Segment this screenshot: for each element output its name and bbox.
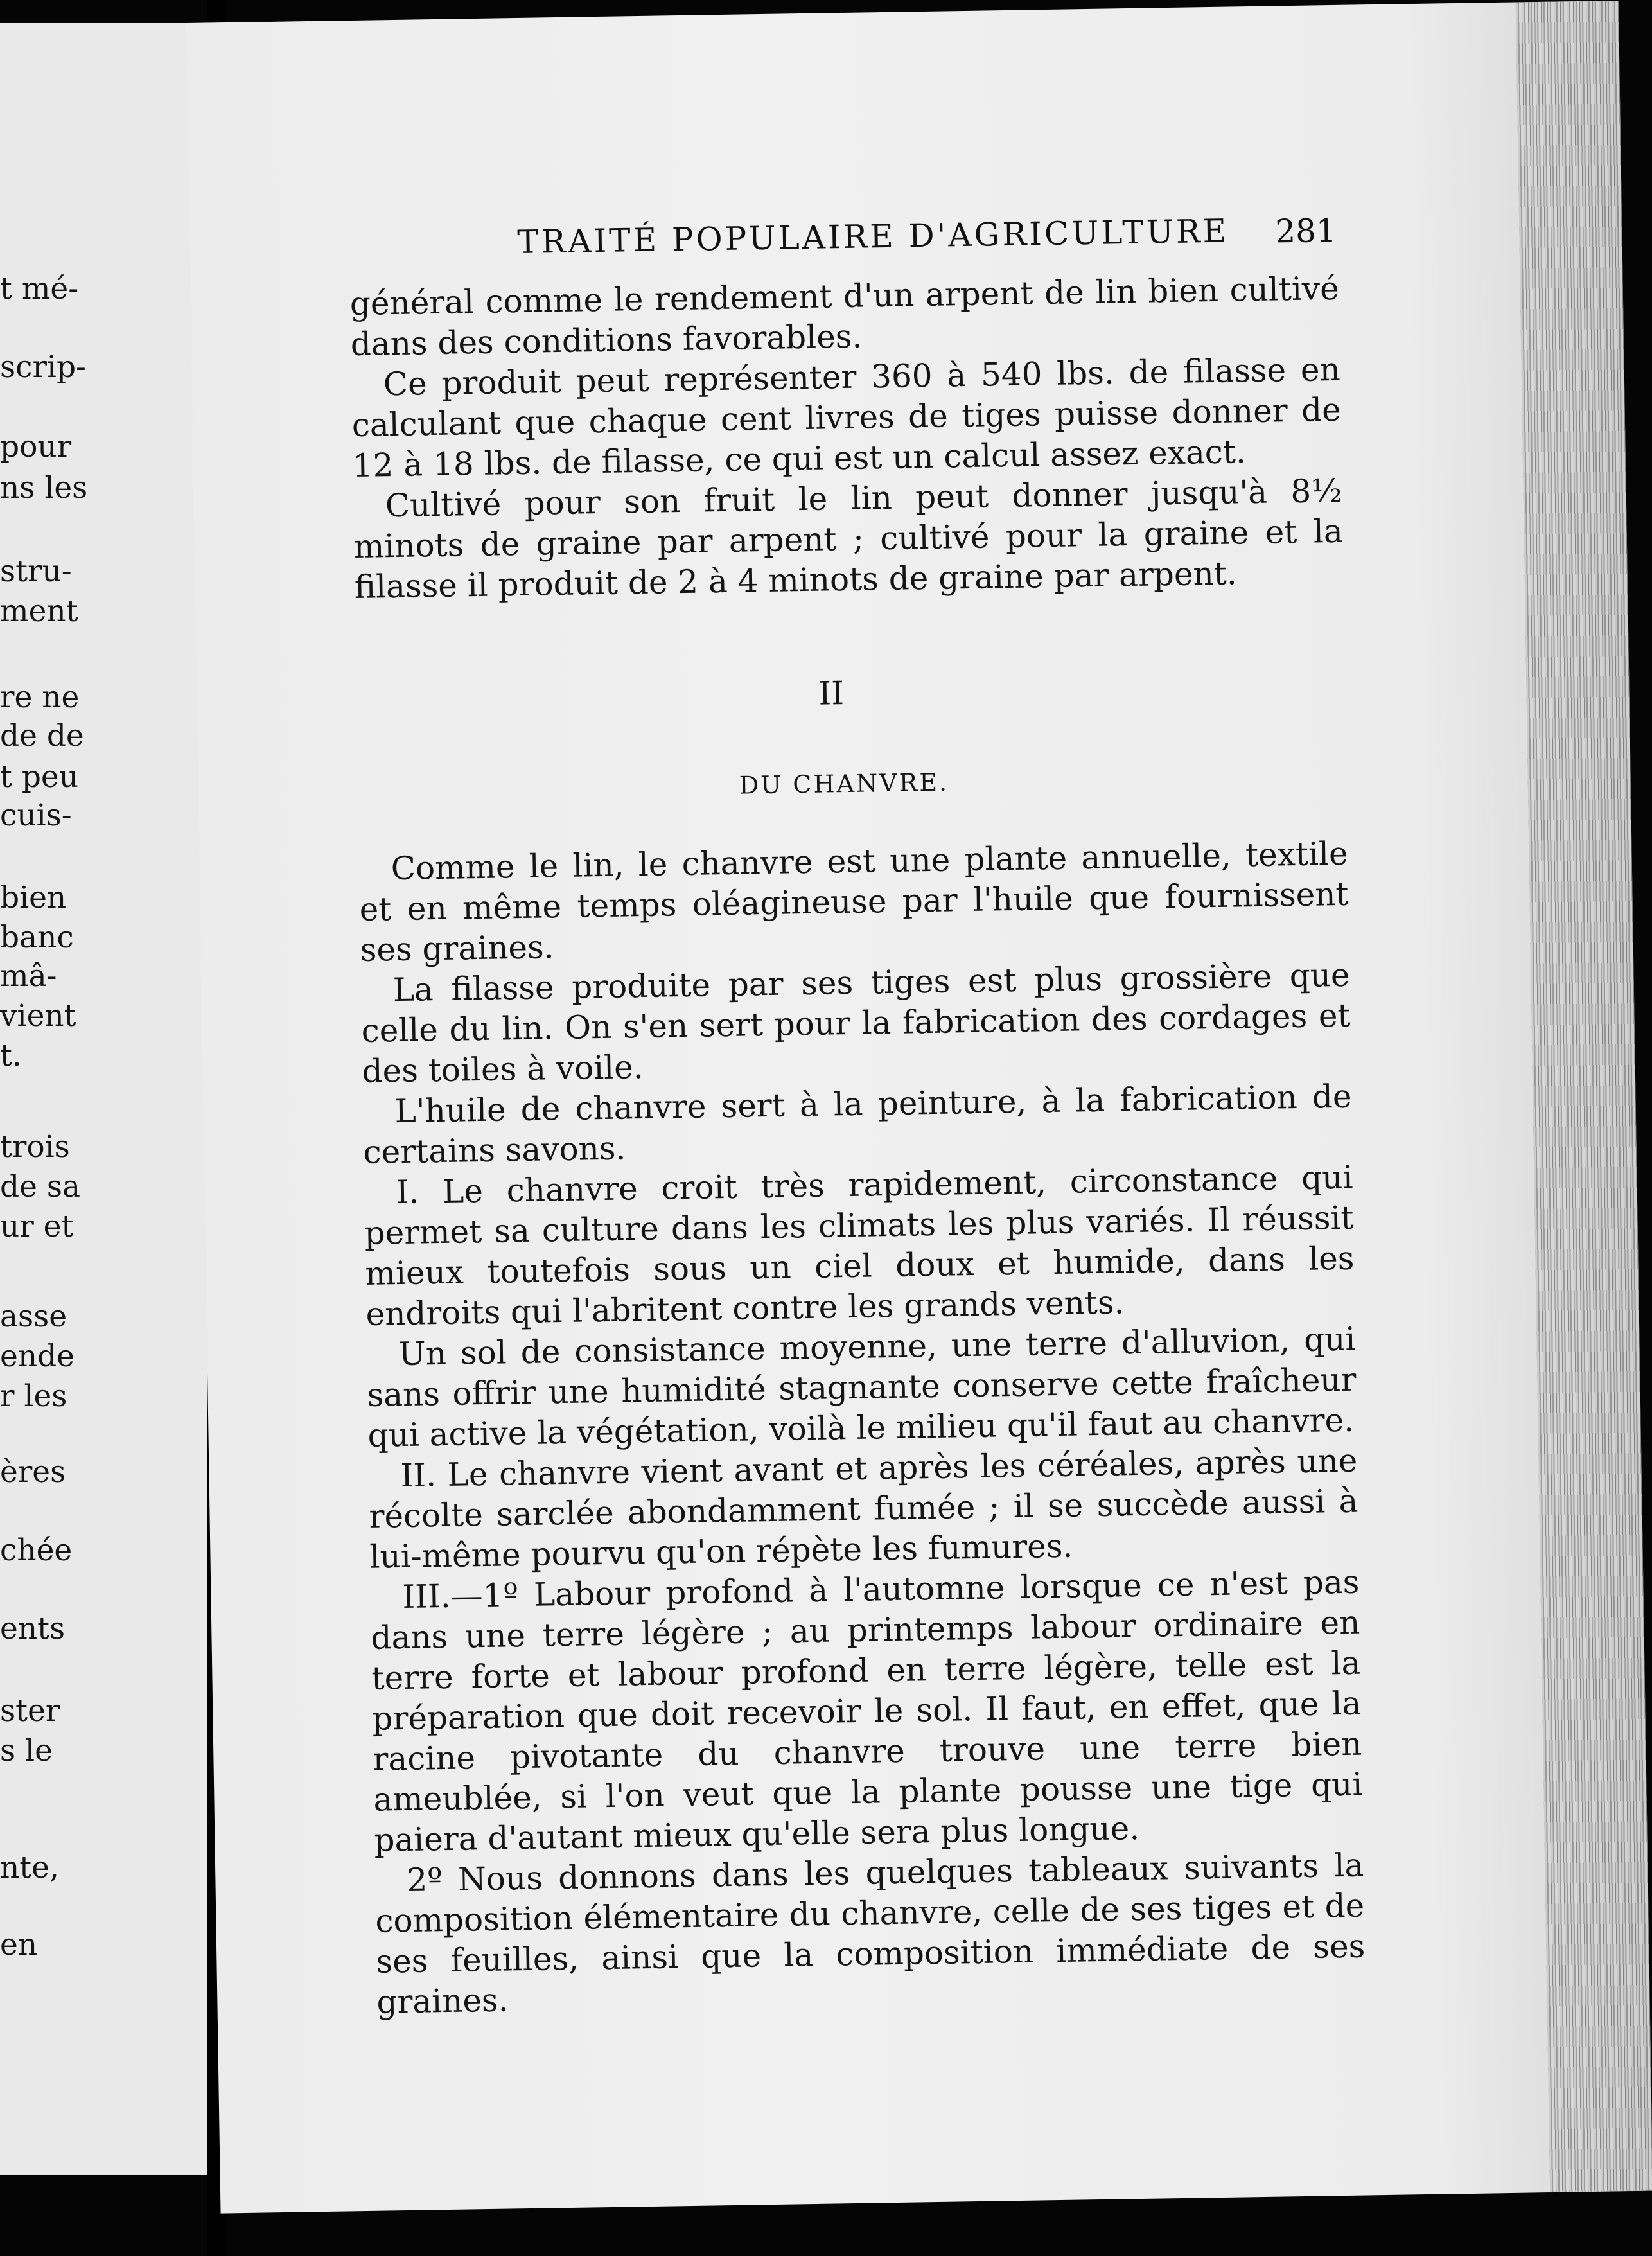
paragraph: Ce produit peut représenter 360 à 540 lbs. de filasse en calculant que chaque cent livres de tiges puisse donner de 12 à 18 lbs. de filasse, ce qui est un calcul assez exact. xyxy=(351,350,1342,485)
paragraph: L'huile de chanvre sert à la peinture, à la fabrication de certains savons. xyxy=(363,1077,1352,1171)
left-page-fragment: banc xyxy=(0,920,74,955)
left-page-fragment: ns les xyxy=(0,470,88,506)
paragraph: Comme le lin, le chanvre est une plante annuelle, textile et en même temps oléagineuse par l'huile que fournissent ses graines. xyxy=(359,834,1349,969)
section-text xyxy=(358,834,1366,2023)
left-page-fragment: r les xyxy=(0,1379,67,1414)
left-page-fragment: nte, xyxy=(0,1850,59,1885)
right-page xyxy=(186,1,1652,2214)
left-page-fragment: vient xyxy=(0,998,76,1034)
page-edges xyxy=(1516,1,1652,2192)
running-title: TRAITÉ POPULAIRE D'AGRICULTURE xyxy=(516,212,1229,261)
left-page-fragment: cuis- xyxy=(0,798,72,833)
left-page-fragment: trois xyxy=(0,1129,70,1165)
left-page-fragment: scrip- xyxy=(0,349,86,385)
left-page-fragment: de de xyxy=(0,718,84,753)
left-page-fragment: asse xyxy=(0,1299,67,1334)
paragraph: I. Le chanvre croit très rapidement, circonstance qui permet sa culture dans les climats les plus variés. Il réussit mieux toutefois sous un ciel doux et humide, dans les endroits qui l'abritent contre les grands vents. xyxy=(364,1158,1355,1333)
section-number: II xyxy=(818,674,845,712)
left-page-fragment: t. xyxy=(0,1038,22,1073)
page-number: 281 xyxy=(1274,211,1337,251)
left-page xyxy=(0,23,207,2175)
left-page-fragment: ères xyxy=(0,1454,66,1490)
left-page-fragment: ment xyxy=(0,594,78,629)
paragraph: Un sol de consistance moyenne, une terre d'alluvion, qui sans offrir une humidité stagnante conserve cette fraîcheur qui active la végétation, voilà le milieu qu'il faut au chanvre. xyxy=(367,1320,1357,1454)
left-page-fragment: stru- xyxy=(0,554,72,589)
left-page-fragment: s le xyxy=(0,1733,53,1768)
left-page-fragment: ur et xyxy=(0,1209,74,1244)
paragraph: Cultivé pour son fruit le lin peut donner jusqu'à 8½ minots de graine par arpent ; cultivé pour la graine et la filasse il produit de 2 à 4 minots de graine par arpent. xyxy=(353,471,1344,606)
section-title: DU CHANVRE. xyxy=(739,768,949,800)
paragraph: II. Le chanvre vient avant et après les céréales, après une récolte sarclée abondamment fumée ; il se succède aussi à lui-même pourvu qu'on répète les fumures. xyxy=(369,1441,1358,1576)
left-page-fragment: chée xyxy=(0,1533,73,1568)
left-page-fragment: pour xyxy=(0,429,72,464)
left-page-fragment: ster xyxy=(0,1693,60,1729)
left-page-fragment: ende xyxy=(0,1339,75,1374)
paragraph: général comme le rendement d'un arpent de lin bien cultivé dans des conditions favorables. xyxy=(349,269,1340,364)
left-page-fragment: en xyxy=(0,1927,38,1962)
left-page-fragment: t mé- xyxy=(0,271,79,306)
left-page-fragment: re ne xyxy=(0,680,80,715)
paragraph: La filasse produite par ses tiges est plus grossière que celle du lin. On s'en sert pour la fabrication des cordages et des toiles à voile. xyxy=(361,956,1351,1090)
left-page-fragment: mâ- xyxy=(0,958,57,994)
paragraph: 2º Nous donnons dans les quelques tableaux suivants la composition élémentaire du chanvre, celle de ses tiges et de ses feuilles, ainsi que la composition immédiate de ses graines. xyxy=(374,1846,1366,2021)
intro-text xyxy=(349,269,1344,608)
left-page-fragment: t peu xyxy=(0,759,78,795)
paragraph: III.—1º Labour profond à l'automne lorsque ce n'est pas dans une terre légère ; au printemps labour ordinaire en terre forte et labour profond en terre légère, telle est la préparation que doit recevoir le sol. Il faut, en effet, que la racine pivotante du chanvre trouve une terre bien ameublée, si l'on veut que la plante pousse une tige qui paiera d'autant mieux qu'elle sera plus longue. xyxy=(371,1563,1363,1859)
left-page-fragment: de sa xyxy=(0,1169,80,1204)
left-page-fragment: ents xyxy=(0,1611,66,1646)
left-page-fragment: bien xyxy=(0,880,67,915)
